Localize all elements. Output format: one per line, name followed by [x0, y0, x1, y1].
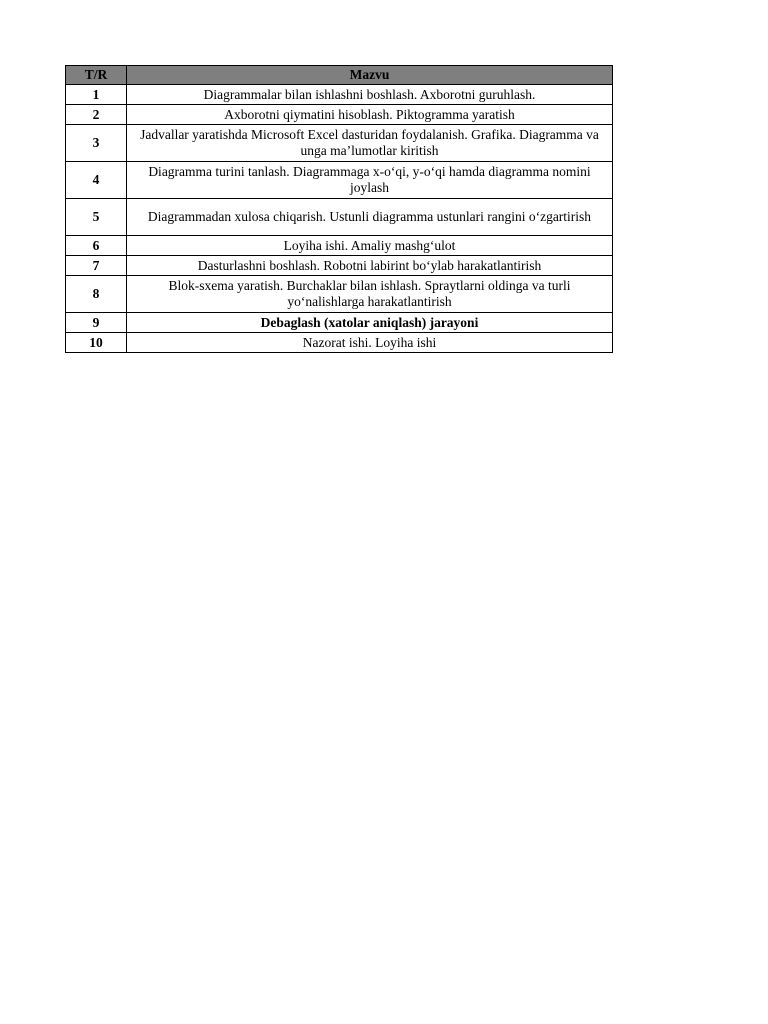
row-topic: Loyiha ishi. Amaliy mashg‘ulot [127, 236, 613, 256]
row-number: 3 [66, 125, 127, 162]
table-row [66, 105, 613, 125]
table-header-row [66, 66, 613, 85]
row-number: 5 [66, 199, 127, 236]
row-topic: Diagrammadan xulosa chiqarish. Ustunli diagramma ustunlari rangini o‘zgartirish [127, 199, 613, 236]
row-number: 7 [66, 256, 127, 276]
row-topic: Dasturlashni boshlash. Robotni labirint bo‘ylab harakatlantirish [127, 256, 613, 276]
table-row [66, 85, 613, 105]
table-row [66, 236, 613, 256]
row-number: 6 [66, 236, 127, 256]
row-number: 10 [66, 333, 127, 353]
table-row [66, 313, 613, 333]
row-topic: Diagrammalar bilan ishlashni boshlash. Axborotni guruhlash. [127, 85, 613, 105]
row-topic: Jadvallar yaratishda Microsoft Excel dasturidan foydalanish. Grafika. Diagramma va unga ma’lumotlar kiritish [127, 125, 613, 162]
row-topic: Debaglash (xatolar aniqlash) jarayoni [127, 313, 613, 333]
topics-table [65, 65, 613, 353]
header-number: T/R [66, 66, 127, 85]
row-number: 4 [66, 162, 127, 199]
row-topic: Axborotni qiymatini hisoblash. Piktogramma yaratish [127, 105, 613, 125]
row-topic: Blok-sxema yaratish. Burchaklar bilan ishlash. Spraytlarni oldinga va turli yo‘nalishlarga harakatlantirish [127, 276, 613, 313]
row-topic: Nazorat ishi. Loyiha ishi [127, 333, 613, 353]
table-row [66, 199, 613, 236]
row-topic: Diagramma turini tanlash. Diagrammaga x-o‘qi, y-o‘qi hamda diagramma nomini joylash [127, 162, 613, 199]
row-number: 1 [66, 85, 127, 105]
table-row [66, 125, 613, 162]
table-row [66, 162, 613, 199]
row-number: 8 [66, 276, 127, 313]
table-row [66, 256, 613, 276]
table-row [66, 276, 613, 313]
table-row [66, 333, 613, 353]
header-topic: Mazvu [127, 66, 613, 85]
row-number: 9 [66, 313, 127, 333]
row-number: 2 [66, 105, 127, 125]
